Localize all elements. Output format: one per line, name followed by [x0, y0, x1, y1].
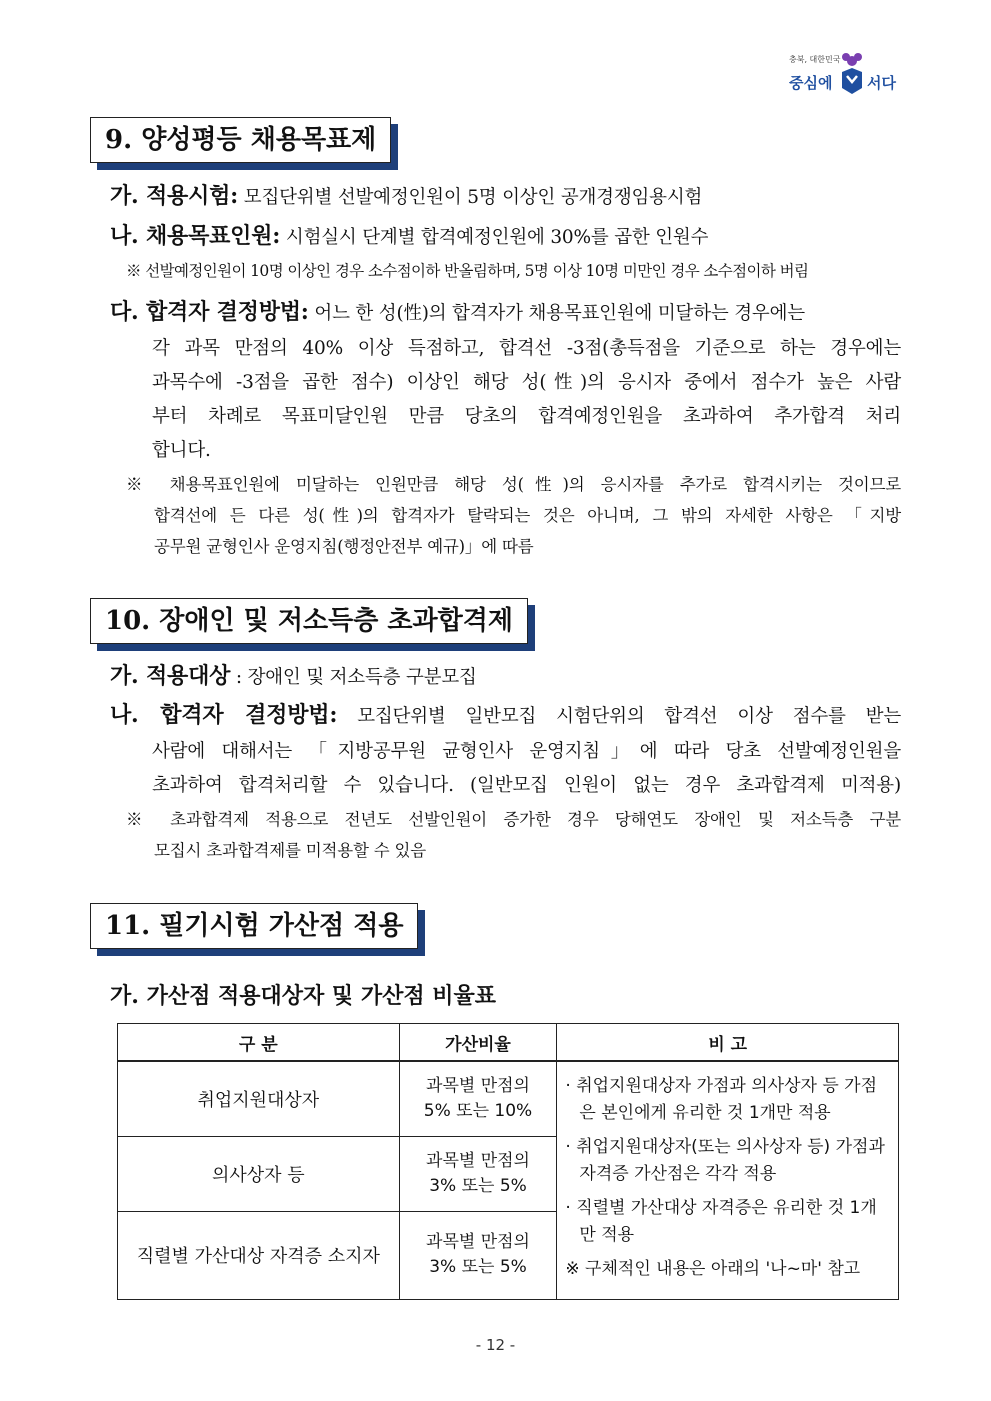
sec10-na-label: 나. 합격자 결정방법:: [110, 702, 338, 728]
section-10-title: 10. 장애인 및 저소득층 초과합격제: [90, 598, 528, 644]
rate-line: 3% 또는 5%: [429, 1257, 527, 1277]
sec11-subtitle: 가. 가산점 적용대상자 및 가산점 비율표: [110, 983, 496, 1009]
sec9-da-line4: 부터 차례로 목표미달인원 만큼 당초의 합격예정인원을 초과하여 추가합격 처리: [152, 406, 901, 427]
table-cell-rate: [399, 1136, 557, 1211]
section-11-title: 11. 필기시험 가산점 적용: [90, 903, 418, 949]
sec9-note2-line2: 합격선에 든 다른 성(性)의 합격자가 탈락되는 것은 아니며, 그 밖의 자세한 사항은 「지방: [154, 506, 901, 525]
rate-line: 3% 또는 5%: [429, 1175, 527, 1196]
sec9-na-text: 시험실시 단계별 합격예정인원에 30%를 곱한 인원수: [280, 227, 709, 248]
bonus-points-table: [117, 1023, 899, 1300]
sec9-note2-line1: ※ 채용목표인원에 미달하는 인원만큼 해당 성(性)의 응시자를 추가로 합격시키는 것이므로: [126, 475, 901, 494]
sec9-note2-line3: 공무원 균형인사 운영지침(행정안전부 예규)」에 따름: [154, 537, 534, 556]
logo-left-text: 중심에: [789, 74, 833, 92]
section-9-title: 9. 양성평등 채용목표제: [90, 117, 391, 163]
sec9-da-line3: 과목수에 -3점을 곱한 점수) 이상인 해당 성(性)의 응시자 중에서 점수가 높은 사람: [152, 372, 901, 393]
table-header-row: [118, 1024, 899, 1062]
page-number: - 12 -: [475, 1336, 516, 1354]
table-cell-rate: [399, 1211, 557, 1299]
logo-mark-icon: [839, 52, 865, 96]
sec9-da-line2: 각 과목 만점의 40% 이상 득점하고, 합격선 -3점(총득점을 기준으로 하는 경우에는: [152, 338, 901, 359]
sec9-note1: ※ 선발예정인원이 10명 이상인 경우 소수점이하 반올림하며, 5명 이상 10명 미만인 경우 소수점이하 버림: [126, 262, 809, 280]
sec9-da-text: 어느 한 성(性)의 합격자가 채용목표인원에 미달하는 경우에는: [308, 303, 805, 324]
sec9-da-label: 다. 합격자 결정방법:: [110, 299, 309, 325]
table-header: 가산비율: [399, 1024, 557, 1062]
sec10-item-ga: [110, 659, 901, 695]
table-cell-category: 직렬별 가산대상 자격증 소지자: [118, 1211, 400, 1299]
sec9-item-da: [110, 295, 901, 331]
memo-item: · 취업지원대상자 가점과 의사상자 등 가점은 본인에게 유리한 것 1개만 적용: [565, 1075, 878, 1123]
sec10-ga-label: 가. 적용대상: [110, 663, 231, 689]
sec9-item-ga: [110, 179, 901, 215]
rate-line: 과목별 만점의: [426, 1150, 530, 1171]
rate-line: 과목별 만점의: [426, 1232, 530, 1252]
memo-item: · 직렬별 가산대상 자격증은 유리한 것 1개만 적용: [565, 1197, 877, 1245]
logo-right-text: 서다: [867, 74, 896, 92]
sec10-na-text: 모집단위별 일반모집 시험단위의 합격선 이상 점수를 받는: [337, 706, 901, 727]
logo-small-text: 충북, 대한민국: [789, 55, 841, 64]
memo-item: · 취업지원대상자(또는 의사상자 등) 가점과 자격증 가산점은 각각 적용: [565, 1136, 885, 1184]
table-header: 비 고: [557, 1024, 899, 1062]
table-cell-memo: [557, 1061, 899, 1299]
sec10-note-line1: ※ 초과합격제 적용으로 전년도 선발인원이 증가한 경우 당해연도 장애인 및 저소득층 구분: [126, 810, 901, 829]
table-cell-rate: [399, 1061, 557, 1136]
sec9-da-line5: 합니다.: [152, 440, 211, 461]
table-header: 구 분: [118, 1024, 400, 1062]
sec9-item-na: [110, 219, 901, 255]
sec10-item-na: [110, 698, 901, 734]
table-cell-category: 의사상자 등: [118, 1136, 400, 1211]
rate-line: 5% 또는 10%: [423, 1100, 533, 1121]
table-row: [118, 1061, 899, 1136]
sec9-ga-text: 모집단위별 선발예정인원이 5명 이상인 공개경쟁임용시험: [238, 187, 703, 208]
sec10-note-line2: 모집시 초과합격제를 미적용할 수 있음: [154, 841, 427, 860]
rate-line: 과목별 만점의: [426, 1075, 530, 1096]
sec9-na-label: 나. 채용목표인원:: [110, 223, 281, 249]
sec10-na-line3: 초과하여 합격처리할 수 있습니다. (일반모집 인원이 없는 경우 초과합격제 미적용): [152, 775, 901, 796]
table-cell-category: 취업지원대상자: [118, 1061, 400, 1136]
sec9-ga-label: 가. 적용시험:: [110, 183, 239, 209]
sec10-ga-text: : 장애인 및 저소득층 구분모집: [230, 667, 477, 688]
logo: [789, 50, 899, 98]
memo-item: ※ 구체적인 내용은 아래의 '나~마' 참고: [565, 1258, 861, 1279]
sec10-na-line2: 사람에 대해서는 「지방공무원 균형인사 운영지침」에 따라 당초 선발예정인원을: [152, 741, 901, 762]
